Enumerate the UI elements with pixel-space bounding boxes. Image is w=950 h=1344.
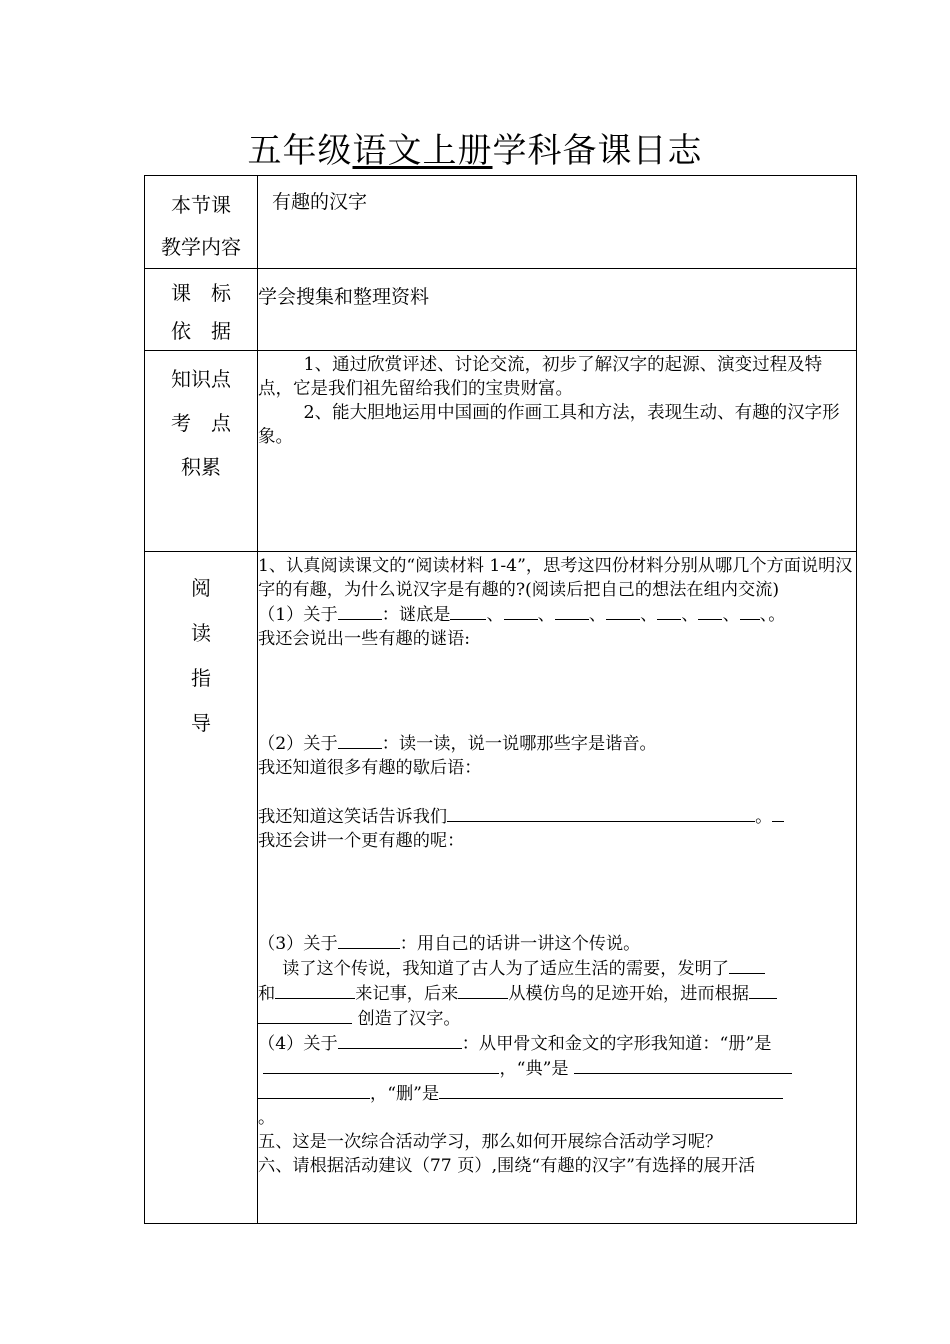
title-rest: 学科备课日志 bbox=[492, 131, 703, 171]
item-6: 六、请根据活动建议（77 页）,围绕“有趣的汉字”有选择的展开活 bbox=[258, 1156, 756, 1176]
blank-field[interactable] bbox=[275, 981, 355, 999]
reading-guide-cell[interactable] bbox=[258, 552, 857, 1224]
curriculum-standard-text: 学会搜集和整理资料 bbox=[258, 286, 430, 308]
blank-field[interactable] bbox=[258, 1006, 352, 1024]
item-5: 五、这是一次综合活动学习，那么如何开展综合活动学习呢？ bbox=[258, 1132, 723, 1152]
label-line: 本节课 bbox=[171, 193, 231, 217]
teaching-content-cell[interactable] bbox=[258, 176, 857, 269]
knowledge-point-1: 1、通过欣赏评述、讨论交流，初步了解汉字的起源、演变过程及特点，它是我们祖先留给我们的宝贵财富。 bbox=[258, 355, 823, 399]
label-char: 读 bbox=[191, 621, 211, 645]
label-line: 考 点 bbox=[171, 411, 231, 435]
label-teaching-content bbox=[145, 176, 258, 269]
row-curriculum-standard bbox=[145, 269, 857, 351]
question-4-cont2: ，“删”是 bbox=[258, 1081, 856, 1106]
label-char: 指 bbox=[191, 666, 211, 690]
question-4-cont: ，“典”是 bbox=[258, 1056, 856, 1081]
curriculum-standard-cell[interactable] bbox=[258, 269, 857, 351]
lesson-plan-table bbox=[144, 175, 857, 1224]
label-reading-guide bbox=[145, 552, 258, 1224]
label-knowledge-points bbox=[145, 351, 258, 552]
label-char: 导 bbox=[191, 711, 211, 735]
label-line: 课 标 bbox=[171, 281, 231, 305]
guide-intro: 1、认真阅读课文的“阅读材料 1-4”，思考这四份材料分别从哪几个方面说明汉字的有趣，为什么说汉字是有趣的?(阅读后把自己的想法在组内交流) bbox=[258, 556, 853, 600]
answer-space[interactable] bbox=[258, 651, 856, 731]
blank-field[interactable] bbox=[729, 956, 765, 974]
blank-field[interactable] bbox=[749, 981, 777, 999]
title-grade: 五年级 bbox=[247, 131, 353, 171]
blank-field[interactable] bbox=[698, 602, 722, 620]
blank-field[interactable] bbox=[258, 1081, 370, 1099]
label-line: 依 据 bbox=[171, 319, 231, 343]
answer-space[interactable] bbox=[258, 780, 856, 804]
row-knowledge-points bbox=[145, 351, 857, 552]
teaching-content-text: 有趣的汉字 bbox=[272, 191, 368, 213]
label-char: 阅 bbox=[191, 576, 211, 600]
joke-prompt: 我还知道这笑话告诉我们 。 bbox=[258, 804, 856, 829]
question-2: （2）关于 ：读一读，说一说哪那些字是谐音。 bbox=[258, 731, 856, 756]
knowledge-points-cell[interactable] bbox=[258, 351, 857, 552]
blank-field[interactable] bbox=[338, 602, 382, 620]
row-reading-guide bbox=[145, 552, 857, 1224]
blank-field[interactable] bbox=[574, 1056, 792, 1074]
blank-field[interactable] bbox=[450, 602, 486, 620]
blank-field[interactable] bbox=[263, 1056, 499, 1074]
blank-field[interactable] bbox=[338, 931, 400, 949]
knowledge-point-2: 2、能大胆地运用中国画的作画工具和方法，表现生动、有趣的汉字形象。 bbox=[258, 403, 840, 447]
blank-field[interactable] bbox=[657, 602, 681, 620]
xiehouyu-prompt: 我还知道很多有趣的歇后语： bbox=[258, 758, 482, 778]
underline-tail bbox=[772, 804, 784, 822]
blank-field[interactable] bbox=[504, 602, 538, 620]
row-teaching-content bbox=[145, 176, 857, 269]
legend-summary: 读了这个传说，我知道了古人为了适应生活的需要，发明了 bbox=[258, 956, 856, 981]
legend-summary-cont: 和 来记事，后来 从模仿鸟的足迹开始，进而根据 bbox=[258, 981, 856, 1006]
blank-field[interactable] bbox=[458, 981, 508, 999]
blank-field[interactable] bbox=[606, 602, 640, 620]
legend-summary-end: 创造了汉字。 bbox=[258, 1006, 856, 1031]
blank-field[interactable] bbox=[338, 1031, 462, 1049]
spacer bbox=[258, 917, 856, 931]
label-line: 教学内容 bbox=[161, 235, 241, 259]
question-1: （1）关于 ：谜底是 、 、 、 、 、 、 、。 bbox=[258, 602, 856, 627]
blank-field[interactable] bbox=[439, 1081, 783, 1099]
blank-field[interactable] bbox=[338, 731, 382, 749]
label-line: 积累 bbox=[181, 455, 221, 479]
label-curriculum-standard bbox=[145, 269, 258, 351]
story-prompt: 我还会讲一个更有趣的呢： bbox=[258, 831, 465, 851]
question-3: （3）关于 ：用自己的话讲一讲这个传说。 bbox=[258, 931, 856, 956]
label-line: 知识点 bbox=[171, 367, 231, 391]
riddle-prompt: 我还会说出一些有趣的谜语: bbox=[258, 629, 471, 649]
page-title bbox=[0, 128, 950, 174]
question-4-end: 。 bbox=[258, 1108, 276, 1128]
question-4: （4）关于 ：从甲骨文和金文的字形我知道：“册”是 bbox=[258, 1031, 856, 1056]
answer-space[interactable] bbox=[258, 853, 856, 917]
title-subject: 语文上册 bbox=[352, 131, 493, 171]
blank-field[interactable] bbox=[740, 602, 760, 620]
blank-field[interactable] bbox=[555, 602, 589, 620]
blank-field[interactable] bbox=[447, 804, 755, 822]
